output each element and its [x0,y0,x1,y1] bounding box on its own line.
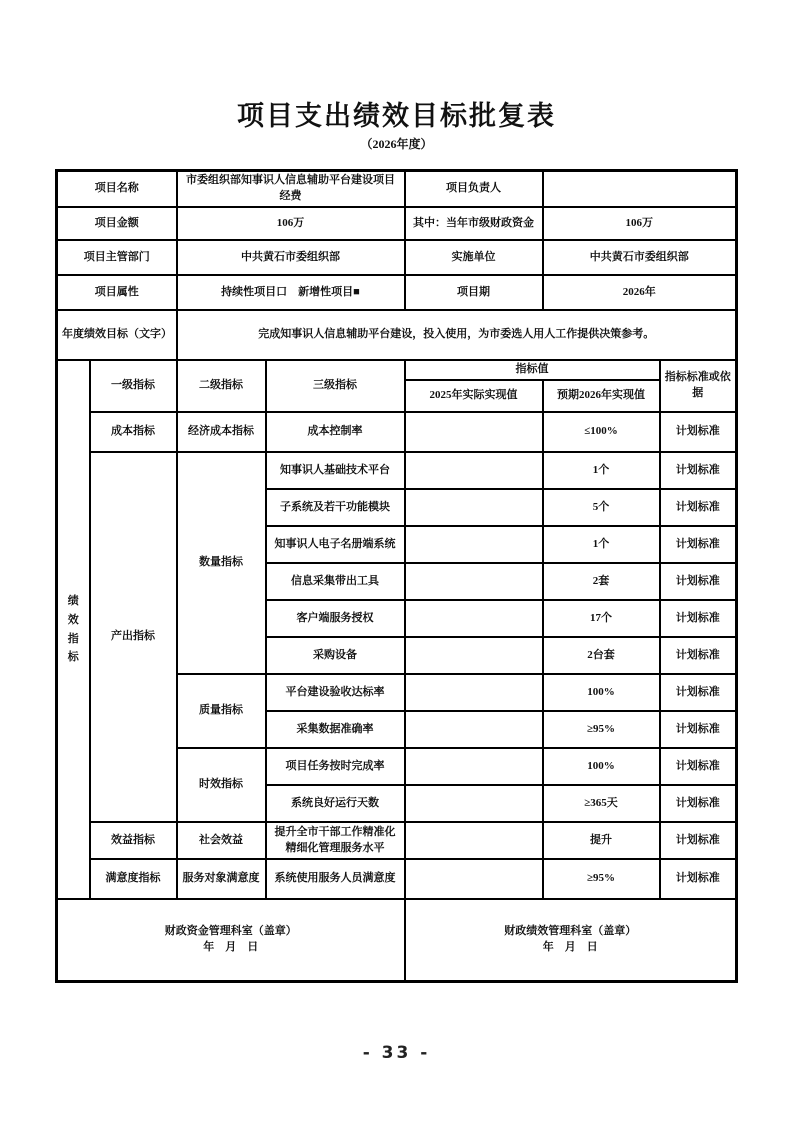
value-2026: 2套 [543,563,660,600]
table-row [57,452,737,489]
stamp-right-title: 财政绩效管理科室（盖章） [504,925,637,938]
city-fund-value: 106万 [543,207,737,240]
header-indicator-value: 指标值 [405,360,660,380]
indicator-standard: 计划标准 [660,412,737,452]
value-2025 [405,748,543,785]
table-row [57,171,737,207]
indicator-level2: 社会效益 [177,822,266,859]
stamp-cell-funds-office [57,899,405,981]
value-2026: 17个 [543,600,660,637]
value-2026: 100% [543,748,660,785]
performance-target-table [55,169,738,982]
header-level2: 二级指标 [177,360,266,412]
value-2025 [405,563,543,600]
project-name-value: 市委组织部知事识人信息辅助平台建设项目经费 [177,171,405,207]
indicator-level3: 项目任务按时完成率 [266,748,405,785]
table-row [57,240,737,275]
indicator-level1: 效益指标 [90,822,177,859]
indicator-level3: 平台建设验收达标率 [266,674,405,711]
value-2026: 5个 [543,489,660,526]
value-2025 [405,711,543,748]
value-2026: 2台套 [543,637,660,674]
indicator-level3: 客户端服务授权 [266,600,405,637]
value-2026: 1个 [543,452,660,489]
value-2026: 提升 [543,822,660,859]
value-2025 [405,674,543,711]
project-amount-label: 项目金额 [57,207,177,240]
period-label: 项目期 [405,275,543,310]
indicator-level3: 知事识人基础技术平台 [266,452,405,489]
value-2025 [405,822,543,859]
table-row [57,275,737,310]
value-2025 [405,859,543,899]
document-title: 项目支出绩效目标批复表 [237,101,556,131]
annual-goal-value: 完成知事识人信息辅助平台建设，投入使用，为市委选人用人工作提供决策参考。 [177,310,737,360]
indicator-level3: 采购设备 [266,637,405,674]
section-label-text: 绩效指标 [67,595,79,664]
annual-goal-label: 年度绩效目标（文字） [57,310,177,360]
indicator-level2: 时效指标 [177,748,266,822]
value-2025 [405,637,543,674]
header-level1: 一级指标 [90,360,177,412]
value-2026: 1个 [543,526,660,563]
header-standard: 指标标准或依据 [660,360,737,412]
value-2026: ≤100% [543,412,660,452]
indicator-level3: 提升全市干部工作精准化精细化管理服务水平 [266,822,405,859]
page-number: - 33 - [362,1042,431,1063]
indicator-level3: 系统使用服务人员满意度 [266,859,405,899]
indicator-level1: 满意度指标 [90,859,177,899]
value-2025 [405,412,543,452]
indicator-level2: 服务对象满意度 [177,859,266,899]
indicator-level3: 知事识人电子名册端系统 [266,526,405,563]
header-level3: 三级指标 [266,360,405,412]
indicator-level2: 质量指标 [177,674,266,748]
indicator-standard: 计划标准 [660,489,737,526]
indicator-level3: 成本控制率 [266,412,405,452]
header-2026-expected: 预期2026年实现值 [543,380,660,412]
value-2025 [405,785,543,822]
indicator-standard: 计划标准 [660,674,737,711]
indicator-standard: 计划标准 [660,600,737,637]
indicator-standard: 计划标准 [660,822,737,859]
project-name-label: 项目名称 [57,171,177,207]
table-row [57,899,737,981]
indicator-standard: 计划标准 [660,452,737,489]
indicator-standard: 计划标准 [660,526,737,563]
attribute-label: 项目属性 [57,275,177,310]
table-row [57,859,737,899]
table-row [57,207,737,240]
impl-unit-label: 实施单位 [405,240,543,275]
indicator-level3: 子系统及若干功能模块 [266,489,405,526]
section-performance-indicators [57,360,90,899]
value-2026: ≥95% [543,859,660,899]
indicator-level3: 系统良好运行天数 [266,785,405,822]
header-2025-actual: 2025年实际实现值 [405,380,543,412]
indicator-standard: 计划标准 [660,859,737,899]
city-fund-label: 其中：当年市级财政资金 [405,207,543,240]
value-2025 [405,452,543,489]
project-leader-value [543,171,737,207]
stamp-left-title: 财政资金管理科室（盖章） [164,925,297,938]
table-row [57,310,737,360]
impl-unit-value: 中共黄石市委组织部 [543,240,737,275]
value-2026: ≥95% [543,711,660,748]
indicator-level1: 产出指标 [90,452,177,822]
stamp-left-date: 年 月 日 [203,940,259,953]
value-2026: 100% [543,674,660,711]
document-subtitle: （2026年度） [360,137,433,152]
indicator-level3: 信息采集带出工具 [266,563,405,600]
attribute-value: 持续性项目口 新增性项目■ [177,275,405,310]
table-row [57,360,737,380]
indicator-standard: 计划标准 [660,637,737,674]
value-2026: ≥365天 [543,785,660,822]
value-2025 [405,600,543,637]
value-2025 [405,526,543,563]
indicator-level3: 采集数据准确率 [266,711,405,748]
period-value: 2026年 [543,275,737,310]
indicator-level2: 经济成本指标 [177,412,266,452]
stamp-right-date: 年 月 日 [542,940,598,953]
indicator-standard: 计划标准 [660,748,737,785]
indicator-level2: 数量指标 [177,452,266,674]
dept-label: 项目主管部门 [57,240,177,275]
table-row [57,412,737,452]
project-leader-label: 项目负责人 [405,171,543,207]
dept-value: 中共黄石市委组织部 [177,240,405,275]
value-2025 [405,489,543,526]
indicator-standard: 计划标准 [660,711,737,748]
indicator-standard: 计划标准 [660,785,737,822]
indicator-level1: 成本指标 [90,412,177,452]
project-amount-value: 106万 [177,207,405,240]
stamp-cell-performance-office [405,899,737,981]
indicator-standard: 计划标准 [660,563,737,600]
table-row [57,822,737,859]
